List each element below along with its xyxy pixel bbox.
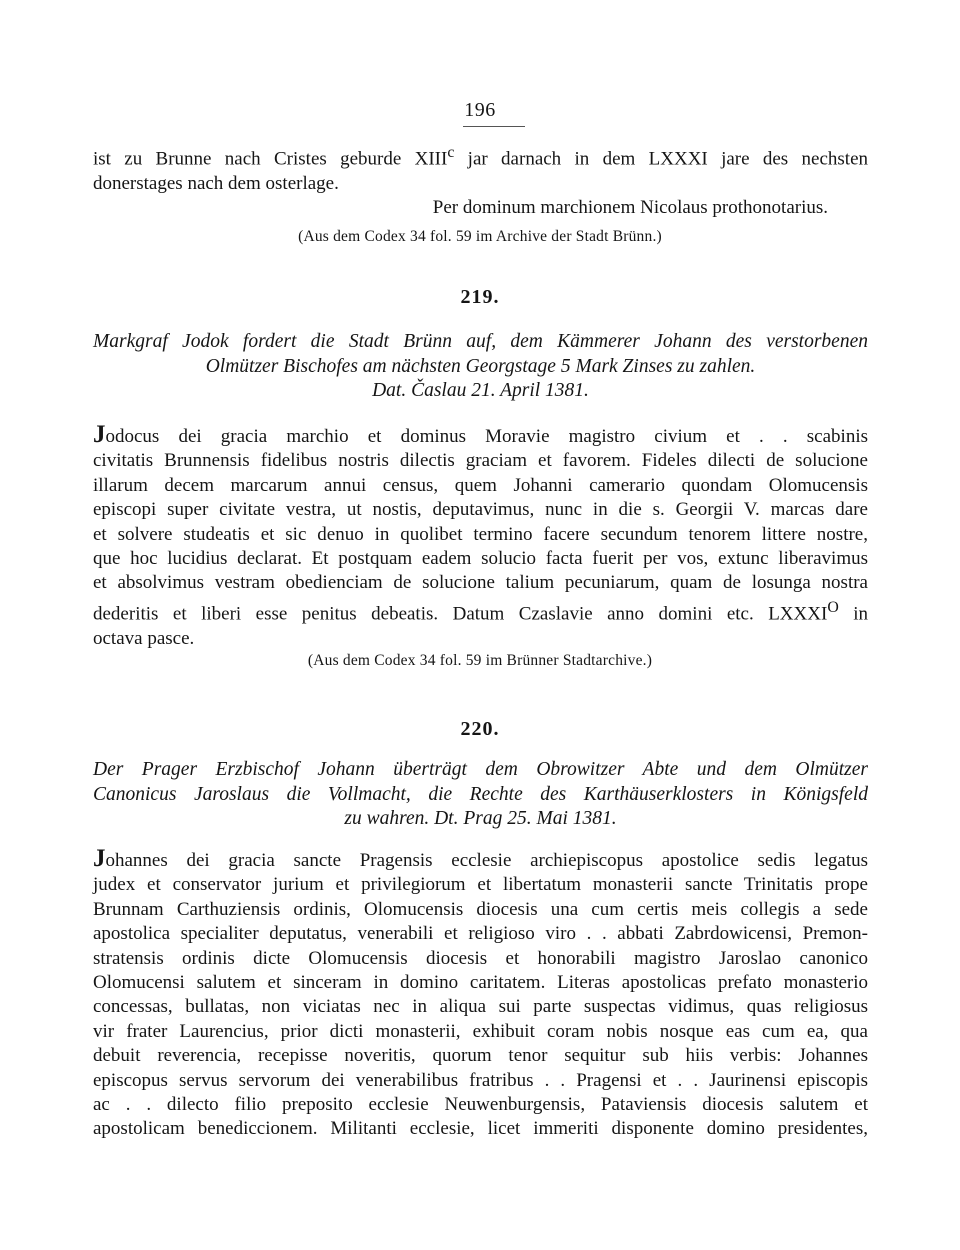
text-line: dederitis et liberi esse penitus debeatis. Datum Czaslavie anno domini etc. $LXXXI^O$ in [93, 598, 869, 625]
text-line: que hoc lucidius declarat. Et postquam eadem solucio facta fuerit per vos, extunc liberavimus [93, 548, 868, 570]
heading-line: Der Prager Erzbischof Johann überträgt dem Obrowitzer Abte und dem Olmützer [93, 759, 868, 780]
text-line: concessas, bullatas, non viciatas nec in aliqua sui parte suspectas vidimus, quas religiosus [93, 996, 868, 1018]
text-line: ist zu Brunne nach Cristes geburde XIII$^c$ jar darnach in dem LXXXI jare des nechsten [93, 144, 868, 170]
text-line: episcopus servus servorum dei venerabilibus fratribus . . Pragensi et . . Jaurinensi episcopis [93, 1069, 868, 1091]
document-number: 219. [460, 286, 500, 308]
source-note: (Aus dem Codex 34 fol. 59 im Brünner Stadtarchive.) [307, 652, 653, 669]
text-line: Olomucensi salutem et sinceram in domino caritatem. Literas apostolicas prefato monasterio [93, 972, 868, 994]
signature-line: Per dominum marchionem Nicolaus prothonotarius. [432, 197, 828, 219]
document-body [93, 422, 868, 651]
text-line: civitatis Brunnensis fidelibus nostris dilectis graciam et favorem. Fideles dilecti de solucione [93, 450, 868, 472]
text-line: episcopi super civitate vestra, ut nostis, deputavimus, nunc in die s. Georgii V. marcas dare [93, 499, 868, 521]
text-line: apostolicam benediccionem. Militanti ecclesie, licet immeriti disponente domino presidentes, [93, 1118, 868, 1140]
text-line-content: ohannes dei gracia sancte Pragensis ecclesie archiepiscopus apostolice sedis legatus [105, 850, 868, 871]
heading-line: Dat. Časlau 21. April 1381. [372, 380, 589, 401]
document-heading [93, 758, 868, 832]
text-line: Brunnam Carthuziensis ordinis, Olomucensis diocesis una cum certis meis collegis a sede [93, 898, 868, 920]
text-line: et absolvimus vestram obedienciam de solucione talium pecuniarum, quam de losunga nostra [93, 572, 868, 594]
heading-line: Olmützer Bischofes am nächsten Georgstage 5 Mark Zinses zu zahlen. [205, 355, 756, 377]
heading-line: Canonicus Jaroslaus die Vollmacht, die Rechte des Karthäuserklosters in Königsfeld [93, 783, 868, 805]
document-heading [93, 330, 868, 404]
heading-line: zu wahren. Dt. Prag 25. Mai 1381. [344, 808, 617, 829]
text-line: octava pasce. [93, 627, 195, 649]
text-line: judex et conservator jurium et privilegiorum et libertatum monasterii sancte Trinitatis prope [93, 874, 868, 896]
initial-letter: J [93, 845, 106, 872]
text-line: vir frater Laurencius, prior dicti monasterii, exhibuit coram nobis nosque eas cum ea, qua [93, 1020, 868, 1042]
source-note: (Aus dem Codex 34 fol. 59 im Archive der Stadt Brünn.) [298, 228, 662, 245]
text-line-content: odocus dei gracia marchio et dominus Moravie magistro civium et . . scabinis [105, 426, 868, 447]
text-line: et solvere studeatis et sic denuo in quolibet termino facere secundum tenorem littere nostre, [93, 523, 868, 545]
text-line [93, 422, 868, 449]
continuation-text [93, 141, 868, 221]
document-body [93, 846, 868, 1142]
page-number-rule [463, 126, 525, 127]
text-line: debuit reverencia, recepisse noveritis, quorum tenor sequitur sub hiis verbis: Johannes [93, 1045, 868, 1067]
text-line: apostolica specialiter deputatus, venerabili et religioso viro . . abbati Zabrdowicensi, Premon- [93, 923, 868, 945]
text-line: stratensis ordinis dicte Olomucensis diocesis et honorabili magistro Jaroslao canonico [93, 947, 868, 969]
document-number: 220. [460, 718, 500, 740]
initial-letter: J [93, 421, 106, 448]
text-line [93, 846, 868, 873]
page-number: 196 [464, 99, 496, 121]
text-line: donerstages nach dem osterlage. [93, 172, 339, 194]
heading-line: Markgraf Jodok fordert die Stadt Brünn auf, dem Kämmerer Johann des verstorbenen [93, 331, 868, 352]
text-line: illarum decem marcarum annui census, quem Johanni camerario quondam Olomucensis [93, 474, 868, 496]
text-line: ac . . dilecto filio preposito ecclesie Neuwenburgensis, Pataviensis diocesis salutem et [93, 1094, 868, 1116]
